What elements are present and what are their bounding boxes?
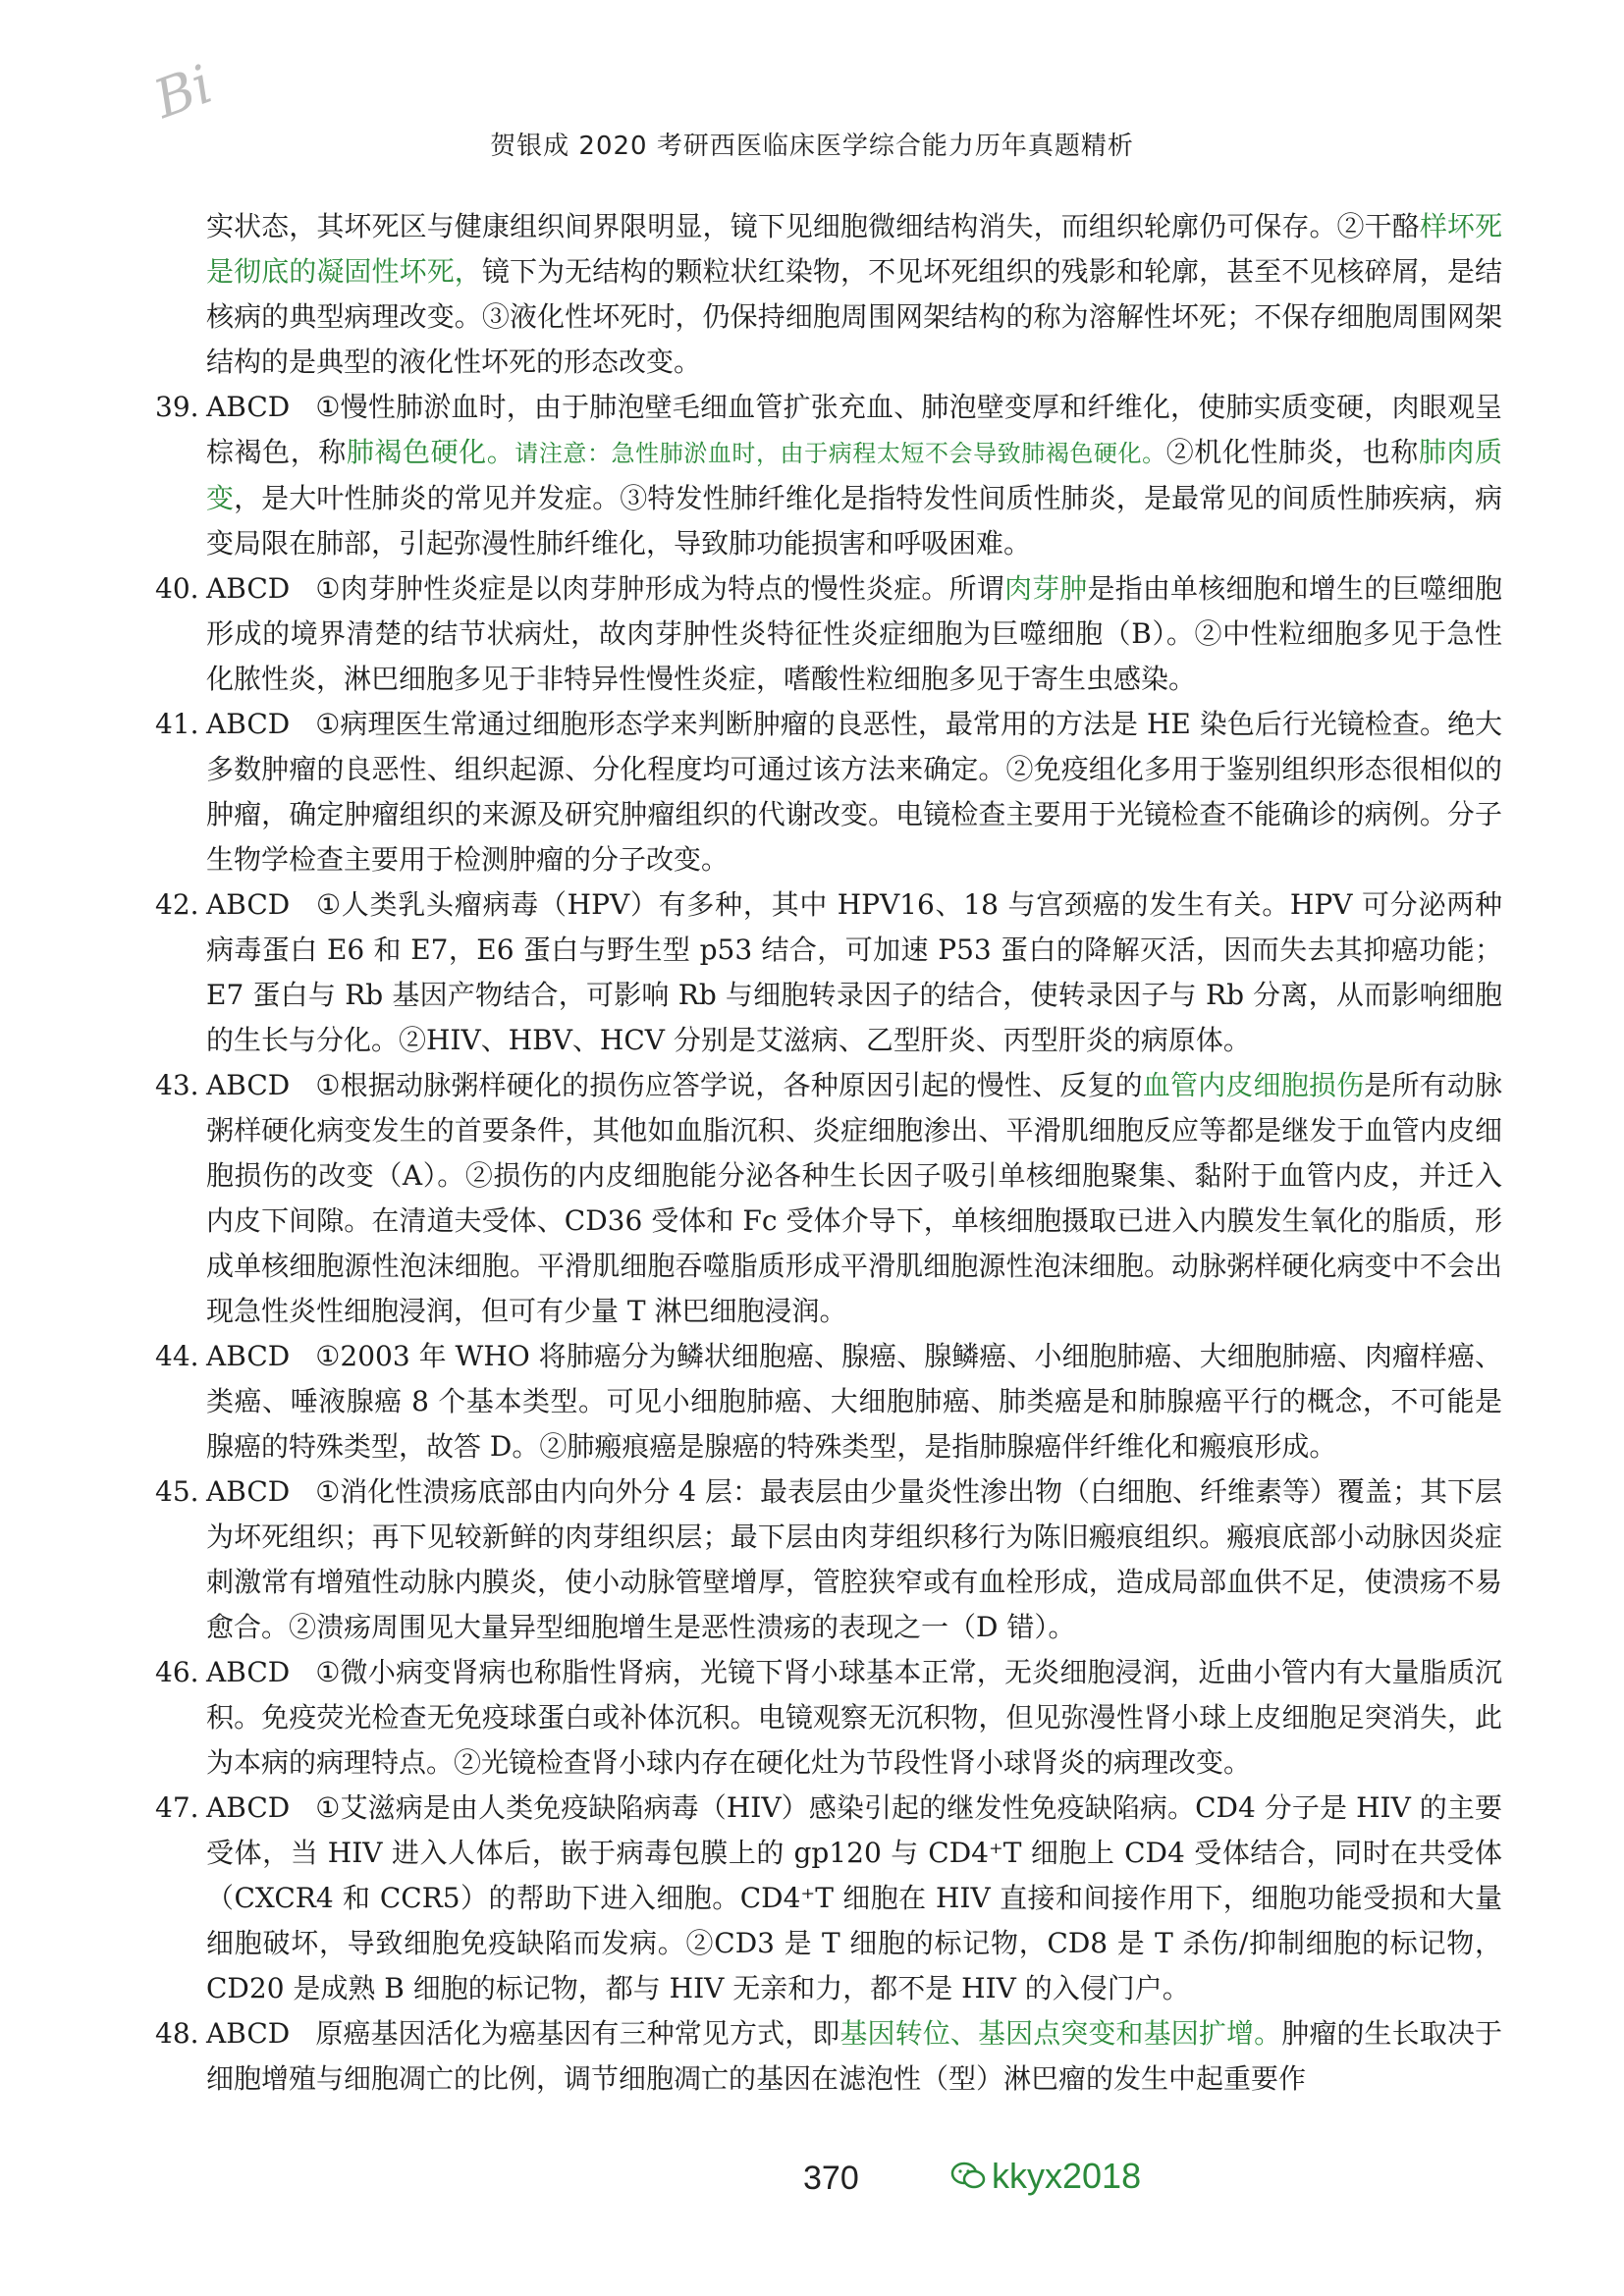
answer-options: ABCD (206, 2017, 291, 2050)
answer-item-39 (155, 385, 1502, 566)
question-number: 40. (155, 572, 199, 605)
explanation-text: ①根据动脉粥样硬化的损伤应答学说，各种原因引起的慢性、反复的 (315, 1069, 1143, 1101)
question-number: 39. (155, 391, 199, 423)
answer-options: ABCD (206, 1340, 291, 1372)
explanation-text: ，是大叶性肺炎的常见并发症。③特发性肺纤维化是指特发性间质性肺炎，是最常见的间质性肺疾病，病变局限在肺部，引起弥漫性肺纤维化，导致肺功能损害和呼吸困难。 (206, 482, 1502, 560)
explanation-text: 肿瘤的生长取决于细胞增殖与细胞凋亡的比例，调节细胞凋亡的基因在滤泡性（型）淋巴瘤的发生中起重要作 (206, 2017, 1502, 2095)
answer-options: ABCD (206, 888, 291, 921)
answer-options: ABCD (206, 391, 291, 423)
question-number: 45. (155, 1475, 199, 1508)
answer-item-42 (155, 882, 1502, 1063)
answer-item-46 (155, 1650, 1502, 1786)
question-number: 43. (155, 1069, 199, 1101)
explanation-text: ①人类乳头瘤病毒（HPV）有多种，其中 HPV16、18 与宫颈癌的发生有关。HPV 可分泌两种病毒蛋白 E6 和 E7，E6 蛋白与野生型 p53 结合，可加速 P53 蛋白的降解灭活，因而失去其抑癌功能；E7 蛋白与 Rb 基因产物结合，可影响 Rb 与细胞转录因子的结合，使转录因子与 Rb 分离，从而影响细胞的生长与分化。②HIV、HBV、HCV 分别是艾滋病、乙型肝炎、丙型肝炎的病原体。 (206, 888, 1502, 1056)
explanation-text: ①消化性溃疡底部由内向外分 4 层：最表层由少量炎性渗出物（白细胞、纤维素等）覆盖；其下层为坏死组织；再下见较新鲜的肉芽组织层；最下层由肉芽组织移行为陈旧瘢痕组织。瘢痕底部小动脉因炎症刺激常有增殖性动脉内膜炎，使小动脉管壁增厚，管腔狭窄或有血栓形成，造成局部血供不足，使溃疡不易愈合。②溃疡周围见大量异型细胞增生是恶性溃疡的表现之一（D 错）。 (206, 1475, 1502, 1643)
answer-item-48 (155, 2011, 1502, 2102)
handwritten-note: 请注意：急性肺淤血时，由于病程太短不会导致肺褐色硬化。 (514, 440, 1166, 467)
page-number: 370 (803, 2160, 859, 2197)
highlight-text: 肺褐色硬化。 (346, 436, 515, 468)
continuation-line: 核碎屑，是结核病的典型病理改变。③液化性坏死时，仍保持细胞周围网架结构的称为溶解性坏死； (206, 255, 1502, 333)
explanation-text: 是所有动脉粥样硬化病变发生的首要条件，其他如血脂沉积、炎症细胞渗出、平滑肌细胞反应等都是继发于血管内皮细胞损伤的改变（A）。②损伤的内皮细胞能分泌各种生长因子吸引单核细胞聚集、黏附于血管内皮，并迁入内皮下间隙。在清道夫受体、CD36 受体和 Fc 受体介导下，单核细胞摄取已进入内膜发生氧化的脂质，形成单核细胞源性泡沫细胞。平滑肌细胞吞噬脂质形成平滑肌细胞源性泡沫细胞。动脉粥样硬化病变中不会出现急性炎性细胞浸润，但可有少量 T 淋巴细胞浸润。 (206, 1069, 1502, 1327)
explanation-text: ①慢性肺淤血时，由于肺泡壁毛细血管扩张充血、肺泡壁变厚和纤维化，使肺实质变硬，肉眼观呈棕褐色，称 (206, 391, 1502, 468)
explanation-text: ①病理医生常通过细胞形态学来判断肿瘤的良恶性，最常用的方法是 HE 染色后行光镜检查。绝大多数肿瘤的良恶性、组织起源、分化程度均可通过该方法来确定。②免疫组化多用于鉴别组织形态很相似的肿瘤，确定肿瘤组织的来源及研究肿瘤组织的代谢改变。电镜检查主要用于光镜检查不能确诊的病例。分子生物学检查主要用于检测肿瘤的分子改变。 (206, 708, 1502, 876)
page-header: 贺银成 2020 考研西医临床医学综合能力历年真题精析 (490, 132, 1134, 161)
wechat-icon (950, 2162, 986, 2191)
question-number: 48. (155, 2017, 199, 2050)
continuation-line: 不保存细胞周围网架结构的是典型的液化性坏死的形态改变。 (206, 300, 1502, 378)
highlight-text: 肉芽肿 (1003, 572, 1088, 605)
explanation-text: ②机化性肺炎，也称 (1165, 436, 1419, 468)
continuation-paragraph (155, 204, 1502, 385)
answer-item-45 (155, 1469, 1502, 1650)
question-number: 47. (155, 1791, 199, 1824)
question-number: 44. (155, 1340, 199, 1372)
highlight-text: 样坏死是彻底的凝固性坏死， (206, 210, 1502, 288)
explanation-text: ①肉芽肿性炎症是以肉芽肿形成为特点的慢性炎症。所谓 (315, 572, 1004, 605)
answer-options: ABCD (206, 1069, 291, 1101)
explanation-text: 是指由单核细胞和增生的巨噬细胞形成的境界清楚的结节状病灶，故肉芽肿性炎特征性炎症细胞为巨噬细胞（B）。②中性粒细胞多见于急性化脓性炎，淋巴细胞多见于非特异性慢性炎症，嗜酸性粒细胞多见于寄生虫感染。 (206, 572, 1502, 695)
handwritten-mark: Bi (145, 53, 221, 131)
question-number: 46. (155, 1656, 199, 1688)
answer-item-44 (155, 1334, 1502, 1469)
answer-options: ABCD (206, 572, 291, 605)
question-number: 41. (155, 708, 199, 740)
watermark (950, 2156, 1141, 2197)
explanation-text: ①微小病变肾病也称脂性肾病，光镜下肾小球基本正常，无炎细胞浸润，近曲小管内有大量脂质沉积。免疫荧光检查无免疫球蛋白或补体沉积。电镜观察无沉积物，但见弥漫性肾小球上皮细胞足突消失，此为本病的病理特点。②光镜检查肾小球内存在硬化灶为节段性肾小球肾炎的病理改变。 (206, 1656, 1502, 1779)
answer-options: ABCD (206, 1656, 291, 1688)
page-content (155, 204, 1502, 2102)
answer-item-47 (155, 1786, 1502, 2011)
continuation-line: 镜下为无结构的颗粒状红染物，不见坏死组织的残影和轮廓，甚至不见 (481, 255, 1337, 288)
explanation-text: 原癌基因活化为癌基因有三种常见方式，即 (315, 2017, 840, 2050)
answer-options: ABCD (206, 1475, 291, 1508)
answer-options: ABCD (206, 708, 291, 740)
watermark-text: kkyx2018 (992, 2156, 1142, 2196)
answer-options: ABCD (206, 1791, 291, 1824)
highlight-text: 基因转位、基因点突变和基因扩增。 (839, 2017, 1282, 2050)
question-number: 42. (155, 888, 199, 921)
highlight-text: 血管内皮细胞损伤 (1142, 1069, 1365, 1101)
answer-item-43 (155, 1063, 1502, 1334)
answer-item-41 (155, 702, 1502, 882)
answer-item-40 (155, 566, 1502, 702)
continuation-line: 实状态，其坏死区与健康组织间界限明显，镜下见细胞微细结构消失，而组织轮廓仍可保存。②干酪 (206, 210, 1420, 242)
explanation-text: ①2003 年 WHO 将肺癌分为鳞状细胞癌、腺癌、腺鳞癌、小细胞肺癌、大细胞肺癌、肉瘤样癌、类癌、唾液腺癌 8 个基本类型。可见小细胞肺癌、大细胞肺癌、肺类癌是和肺腺癌平行的概念，不可能是腺癌的特殊类型，故答 D。②肺瘢痕癌是腺癌的特殊类型，是指肺腺癌伴纤维化和瘢痕形成。 (206, 1340, 1502, 1463)
highlight-text: 肺肉质变 (206, 436, 1502, 514)
explanation-text: ①艾滋病是由人类免疫缺陷病毒（HIV）感染引起的继发性免疫缺陷病。CD4 分子是 HIV 的主要受体，当 HIV 进入人体后，嵌于病毒包膜上的 gp120 与 CD4⁺T 细胞上 CD4 受体结合，同时在共受体（CXCR4 和 CCR5）的帮助下进入细胞。CD4⁺T 细胞在 HIV 直接和间接作用下，细胞功能受损和大量细胞破坏，导致细胞免疫缺陷而发病。②CD3 是 T 细胞的标记物，CD8 是 T 杀伤/抑制细胞的标记物，CD20 是成熟 B 细胞的标记物，都与 HIV 无亲和力，都不是 HIV 的入侵门户。 (206, 1791, 1502, 2004)
